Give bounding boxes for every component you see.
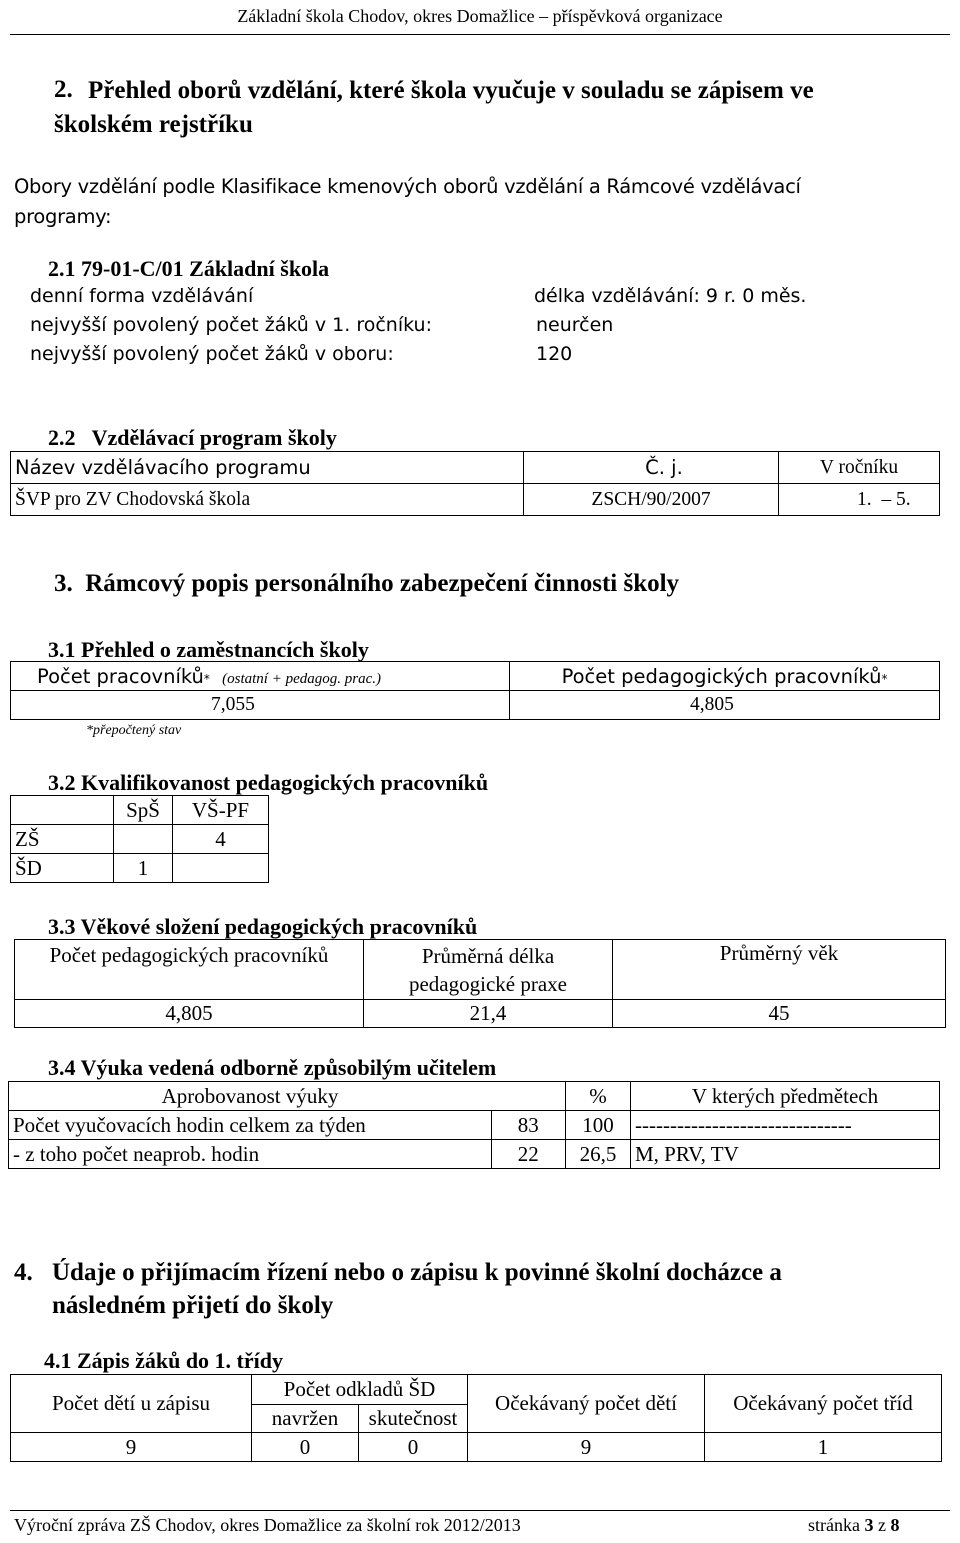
section-3-heading: 3. Rámcový popis personálního zabezpečení činnosti školy xyxy=(54,570,680,597)
approbation-row-label: Počet vyučovacích hodin celkem za týden xyxy=(9,1111,492,1140)
section-3-3-title: 3.3 Věkové složení pedagogických pracovníků xyxy=(48,914,478,939)
section-2-heading-text xyxy=(88,74,948,107)
section-2-heading-line1: Přehled oborů vzdělání, které škola vyučuje v souladu se zápisem ve xyxy=(88,77,814,104)
age-header-practice xyxy=(364,940,613,1000)
approbation-row-hours: 22 xyxy=(491,1140,566,1169)
employees-table xyxy=(10,661,940,720)
program-ref: ZSCH/90/2007 xyxy=(524,484,779,516)
employees-teachers-value: 4,805 xyxy=(510,691,940,720)
qualification-row-label: ŠD xyxy=(11,854,114,883)
employees-header-total-star: * xyxy=(203,671,210,686)
age-header-avg: Průměrný věk xyxy=(613,940,946,1000)
max-first-grade-label: nejvyšší povolený počet žáků v 1. ročníku: xyxy=(30,314,432,336)
enrollment-value: 0 xyxy=(359,1433,468,1462)
employees-total-value: 7,055 xyxy=(11,691,510,720)
program-header-grade: V ročníku xyxy=(779,452,940,484)
section-2-2-title: 2.2 Vzdělávací program školy xyxy=(48,425,337,450)
approbation-row-label: - z toho počet neaprob. hodin xyxy=(9,1140,492,1169)
enrollment-header-expected-children: Očekávaný počet dětí xyxy=(468,1375,705,1433)
qualification-header-empty xyxy=(11,796,114,825)
employees-header-total xyxy=(11,662,510,691)
section-4-heading xyxy=(52,1256,782,1322)
employees-header-teachers xyxy=(510,662,940,691)
footer-page-prefix: stránka xyxy=(808,1515,860,1535)
employees-header-teachers-star: * xyxy=(881,671,888,686)
section-2-intro xyxy=(14,172,801,232)
age-count-value: 4,805 xyxy=(15,1000,364,1028)
length-label: délka vzdělávání: 9 r. 0 měs. xyxy=(534,285,807,307)
program-header-name: Název vzdělávacího programu xyxy=(11,452,524,484)
program-header-ref: Č. j. xyxy=(524,452,779,484)
footer-left: Výroční zpráva ZŠ Chodov, okres Domažlice za školní rok 2012/2013 xyxy=(14,1515,521,1535)
section-3-1-title: 3.1 Přehled o zaměstnancích školy xyxy=(48,637,369,662)
intro-line1: Obory vzdělání podle Klasifikace kmenových oborů vzdělání a Rámcové vzdělávací xyxy=(14,175,801,198)
section-4-heading-line2: následném přijetí do školy xyxy=(52,1292,334,1319)
recalc-note: *přepočtený stav xyxy=(86,723,182,738)
program-name: ŠVP pro ZV Chodovská škola xyxy=(11,484,524,516)
enrollment-header-deferrals: Počet odkladů ŠD xyxy=(252,1375,468,1405)
section-2-heading-line2: školském rejstříku xyxy=(54,111,253,138)
enrollment-header-expected-classes: Očekávaný počet tříd xyxy=(705,1375,942,1433)
enrollment-header-children: Počet dětí u zápisu xyxy=(11,1375,252,1433)
header-rule xyxy=(10,34,950,35)
footer-page-num: 3 xyxy=(864,1515,874,1535)
approbation-row-subjects: M, PRV, TV xyxy=(631,1140,940,1169)
form-label: denní forma vzdělávání xyxy=(30,285,254,307)
age-table xyxy=(14,939,946,1028)
max-field-label: nejvyšší povolený počet žáků v oboru: xyxy=(30,343,394,365)
section-4-number: 4. xyxy=(14,1259,33,1286)
qualification-cell xyxy=(173,854,269,883)
enrollment-value: 9 xyxy=(468,1433,705,1462)
footer-page-total: 8 xyxy=(890,1515,900,1535)
section-2-heading xyxy=(54,74,73,106)
age-header-practice-line2: pedagogické praxe xyxy=(408,971,567,996)
approbation-header-percent: % xyxy=(566,1082,631,1111)
approbation-header-empty xyxy=(491,1082,566,1111)
header-text: Základní škola Chodov, okres Domažlice – příspěvková organizace xyxy=(237,6,723,26)
qualification-cell: 1 xyxy=(114,854,173,883)
enrollment-header-proposed: navržen xyxy=(252,1405,359,1433)
section-3-2-title: 3.2 Kvalifikovanost pedagogických pracovníků xyxy=(48,770,489,795)
enrollment-table xyxy=(10,1374,942,1462)
page-header xyxy=(0,6,960,27)
approbation-row-hours: 83 xyxy=(491,1111,566,1140)
program-table xyxy=(10,451,940,516)
approbation-header-subjects: V kterých předmětech xyxy=(631,1082,940,1111)
qualification-row-label: ZŠ xyxy=(11,825,114,854)
section-4-heading-line1: Údaje o přijímacím řízení nebo o zápisu k povinné školní docházce a xyxy=(52,1259,782,1286)
max-first-grade-value: neurčen xyxy=(536,314,614,336)
qualification-cell: 4 xyxy=(173,825,269,854)
section-2-heading-line2-wrap xyxy=(54,108,253,141)
age-avg-value: 45 xyxy=(613,1000,946,1028)
program-grade: 1. – 5. xyxy=(779,484,940,516)
approbation-row-percent: 100 xyxy=(566,1111,631,1140)
approbation-table xyxy=(8,1081,940,1169)
enrollment-value: 9 xyxy=(11,1433,252,1462)
footer-rule xyxy=(10,1510,950,1511)
approbation-header-label: Aprobovanost výuky xyxy=(9,1082,492,1111)
qualification-header-sps: SpŠ xyxy=(114,796,173,825)
qualification-header-vspf: VŠ-PF xyxy=(173,796,269,825)
enrollment-header-actual: skutečnost xyxy=(359,1405,468,1433)
qualification-cell xyxy=(114,825,173,854)
section-4-1-title: 4.1 Zápis žáků do 1. třídy xyxy=(44,1348,283,1373)
enrollment-value: 1 xyxy=(705,1433,942,1462)
age-header-practice-line1: Průměrná délka xyxy=(421,943,555,968)
section-2-number: 2. xyxy=(54,76,73,103)
section-3-4-title: 3.4 Výuka vedená odborně způsobilým učitelem xyxy=(48,1055,497,1080)
age-practice-value: 21,4 xyxy=(364,1000,613,1028)
footer-page-mid: z xyxy=(877,1515,886,1535)
section-2-1-title: 2.1 79-01-C/01 Základní škola xyxy=(48,256,330,281)
intro-line2: programy: xyxy=(14,205,112,228)
enrollment-value: 0 xyxy=(252,1433,359,1462)
max-field-value: 120 xyxy=(536,343,573,365)
age-header-count: Počet pedagogických pracovníků xyxy=(15,940,364,1000)
footer-page xyxy=(808,1515,899,1536)
qualification-table xyxy=(10,795,269,883)
employees-header-total-label: Počet pracovníků xyxy=(37,664,204,688)
employees-header-teachers-label: Počet pedagogických pracovníků xyxy=(561,664,882,688)
approbation-row-subjects: ------------------------------- xyxy=(631,1111,940,1140)
approbation-row-percent: 26,5 xyxy=(566,1140,631,1169)
employees-header-total-note: (ostatní + pedagog. prac.) xyxy=(222,670,381,687)
